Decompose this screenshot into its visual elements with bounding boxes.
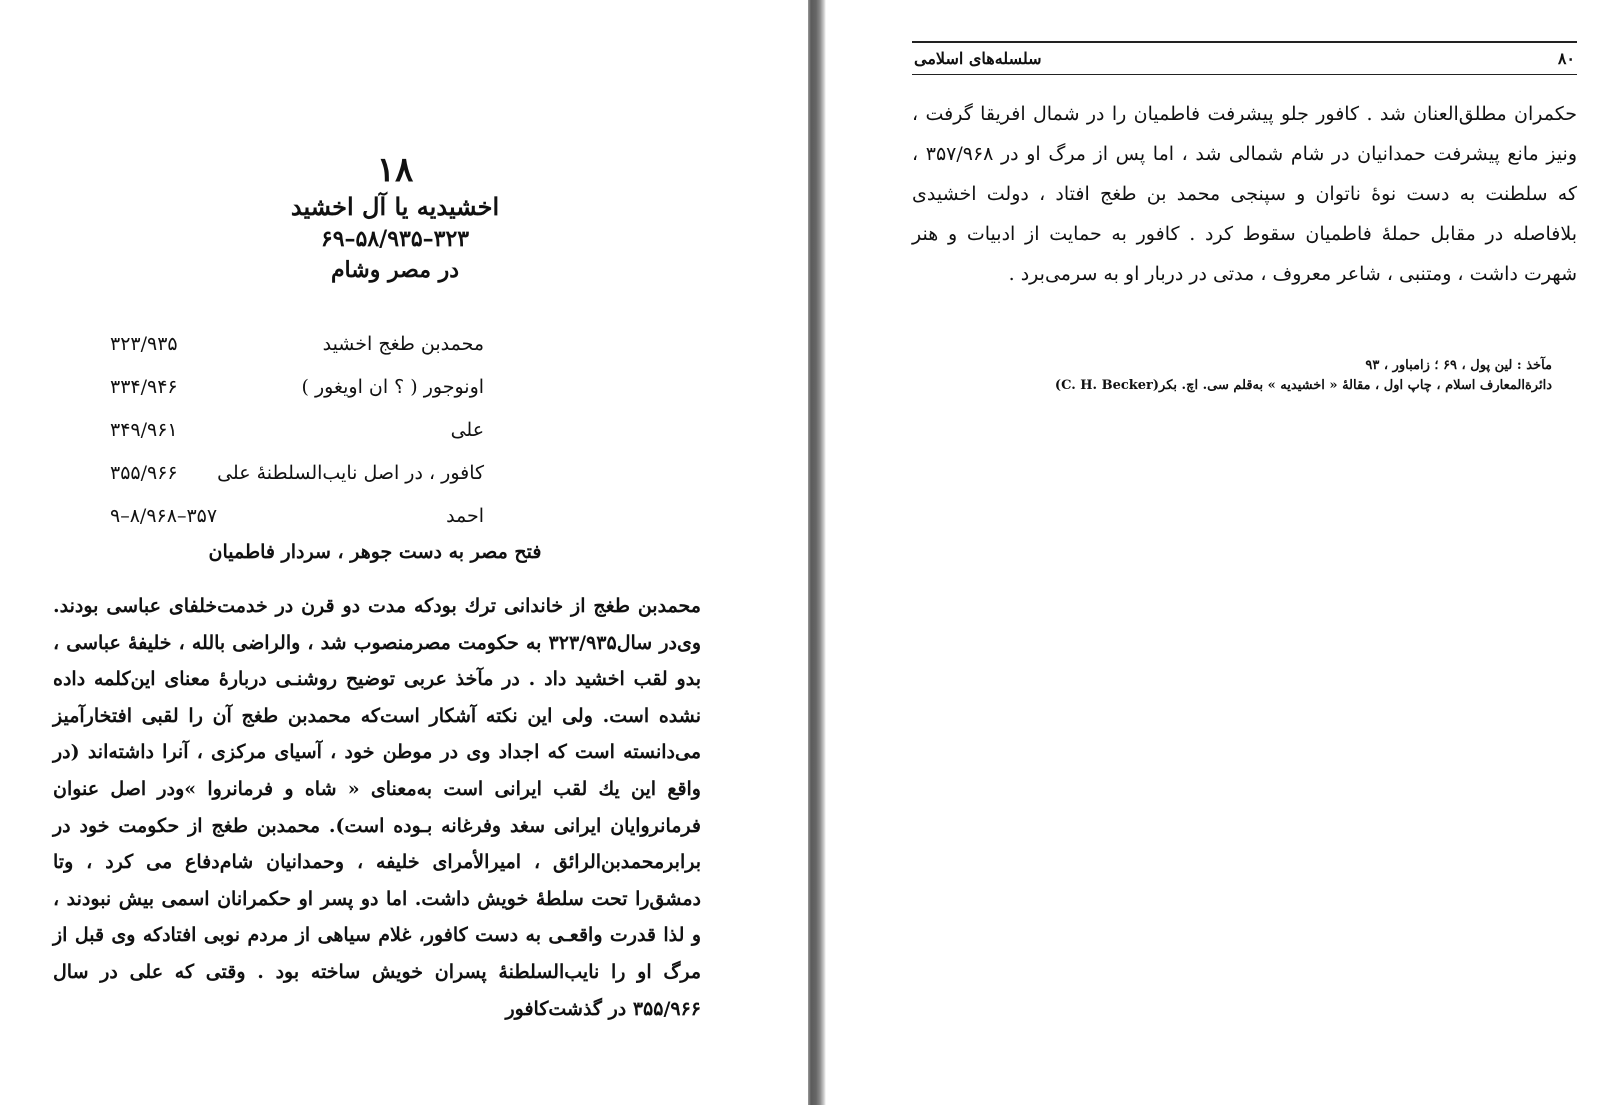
- ruler-date: ۳۵۷–۸/۹۶۸–۹: [110, 504, 218, 527]
- ruler-row: [110, 322, 734, 365]
- sources-line: مآخذ : لین پول ، ۶۹ ؛ زامباور ، ۹۳: [1365, 358, 1552, 373]
- body-paragraph: محمدبن طغج از خاندانی ترك بودكه مدت دو قرن در خدمت‌خلفای عباسی بودند. وی‌در سال۳۲۳/۹۳۵ به حکومت مصرمنصوب شد ، والراضی بالله ، خلیفهٔ عباسی ، بدو لقب اخشید داد . در مآخذ عربی توضیح روشنـی دربارهٔ معنای این‌کلمه داده نشده است. ولی این نکته آشکار است‌که محمدبن طغج آن را لقبی افتخارآمیز می‌دانسته است که اجداد وی در موطن خود ، آسیای مرکزی ، آنرا داشته‌اند (در واقع این یك لقب ایرانی است به‌معنای « شاه و فرمانروا »ودر اصل عنوان فرمانروایان ایرانی سغد وفرغانه بـوده است). محمدبن طغج از حکومت خود در برابرمحمدبن‌الرائق ، امیرالأمرای خلیفه ، وحمدانیان شام‌دفاع می کرد ، وتا دمشق‌را تحت سلطهٔ خویش داشت. اما دو پسر او حکمرانان اسمی بیش نبودند ، و لذا قدرت واقعـی به دست کافور، غلام سیاهی از مردم نوبی افتادکه وی قبل از مرگ او را نایب‌السلطنهٔ پسران خویش ساخته بود . وقتی که علی در سال ۳۵۵/۹۶۶ در گذشت‌کافور: [53, 595, 702, 1020]
- sources-line: دائرةالمعارف اسلام ، چاپ اول ، مقالهٔ « اخشیدیه » به‌قلم سی. اچ. بکر(C. H. Becker): [1054, 378, 1552, 393]
- ruler-date: ۳۴۹/۹۶۱: [110, 418, 178, 441]
- ruler-name: احمد: [446, 504, 485, 527]
- ruler-row: [110, 451, 734, 494]
- conquest-note: فتح مصر به دست جوهر ، سردار فاطمیان: [208, 541, 542, 563]
- ruler-name: کافور ، در اصل نایب‌السلطنهٔ علی: [217, 461, 485, 484]
- ruler-date: ۳۵۵/۹۶۶: [110, 461, 178, 484]
- body-paragraph: حکمران مطلق‌العنان شد . کافور جلو پیشرفت فاطمیان را در شمال افریقا گرفت ، ونیز مانع پیشرفت حمدانیان در شام شمالی شد ، اما پس از مرگ او در ۳۵۷/۹۶۸ ، که سلطنت به دست نوهٔ ناتوان و سپنجی محمد بن طغج افتاد ، دولت اخشیدی بلافاصله در مقابل حملهٔ فاطمیان سقوط کرد . کافور به حمایت از ادبیات و هنر شهرت داشت ، ومتنبی ، شاعر معروف ، مدتی در دربار او به سرمی‌برد .: [912, 103, 1578, 285]
- right-page: [826, 0, 1615, 1105]
- book-gutter: [808, 0, 826, 1105]
- dynasty-region: در مصر وشام: [330, 257, 460, 283]
- chapter-number: ۱۸: [376, 150, 414, 190]
- sources-note: [912, 356, 1552, 396]
- running-header: [912, 41, 1577, 75]
- ruler-date: ۳۳۴/۹۴۶: [110, 375, 178, 398]
- ruler-date: ۳۲۳/۹۳۵: [110, 332, 178, 355]
- ruler-row: [110, 494, 734, 537]
- rulers-table: [110, 322, 734, 537]
- chapter-heading: [160, 150, 630, 286]
- ruler-name: محمدبن طغج اخشید: [322, 332, 485, 355]
- dynasty-title: اخشیدیه یا آل اخشید: [290, 192, 500, 221]
- page-number: ۸۰: [1557, 49, 1575, 68]
- running-title: سلسله‌های اسلامی: [914, 49, 1042, 68]
- ruler-name: علی: [450, 418, 485, 441]
- ruler-row: [110, 365, 734, 408]
- dynasty-dates: ۳۲۳–۵۸/۹۳۵–۶۹: [320, 226, 470, 252]
- ruler-row: [110, 408, 734, 451]
- ruler-name: اونوجور ( ؟ ان اویغور ): [301, 375, 485, 398]
